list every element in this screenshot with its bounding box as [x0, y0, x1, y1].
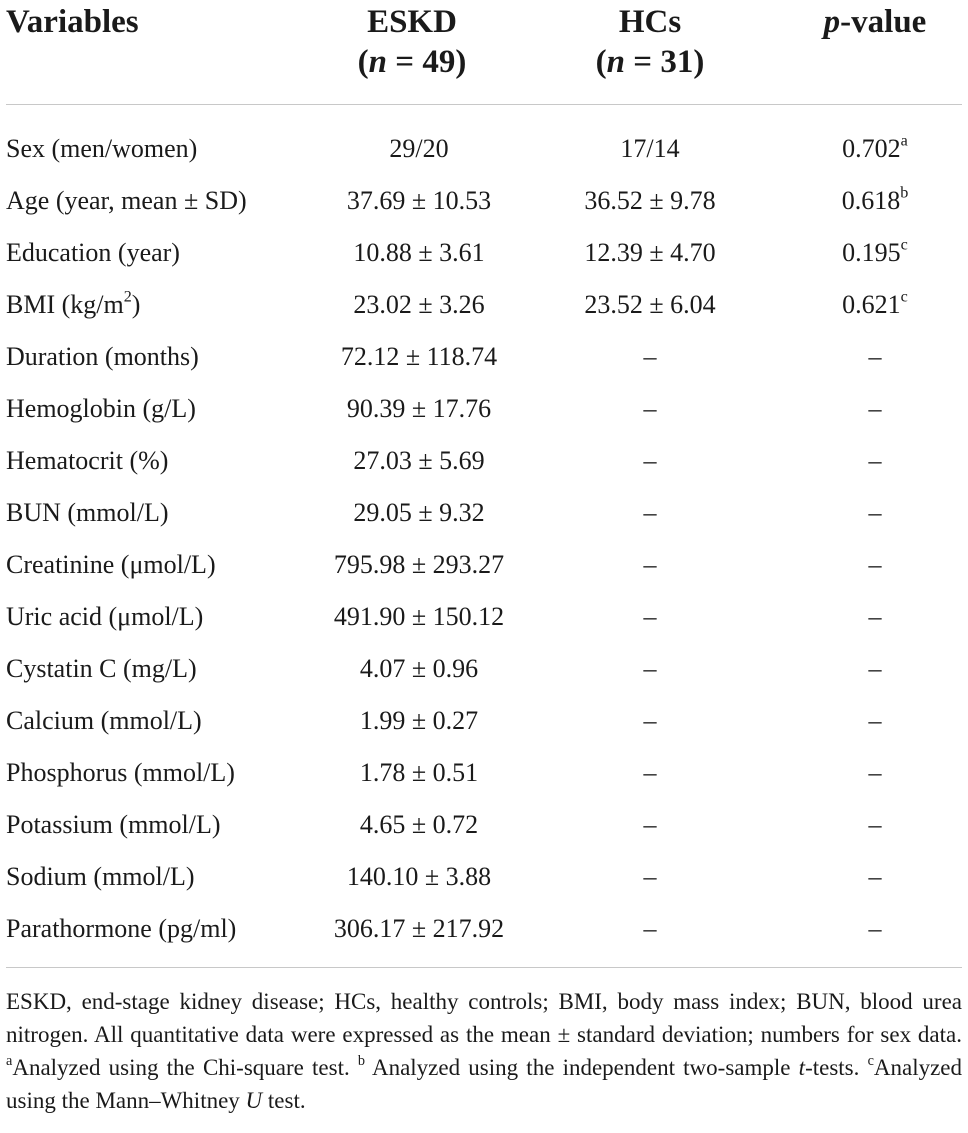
cell-hcs: 36.52 ± 9.78 [584, 186, 716, 215]
table-row [0, 851, 968, 903]
cell-p-value [780, 591, 968, 643]
cell-variable [6, 903, 236, 955]
footnote-c-text-pre: Analyzed using the Mann–Whitney [6, 1055, 963, 1113]
cell-p-value-text: – [868, 550, 882, 579]
cell-variable-text: BMI (kg/m [6, 290, 124, 319]
cell-p-value [780, 539, 968, 591]
cell-eskd: 795.98 ± 293.27 [333, 550, 505, 579]
cell-p-value [780, 695, 968, 747]
cell-variable [6, 435, 168, 487]
header-variables: Variables [6, 4, 139, 40]
cell-hcs: – [643, 498, 657, 527]
table-row [0, 747, 968, 799]
cell-variable [6, 799, 221, 851]
header-hcs-name: HCs [618, 4, 682, 40]
cell-eskd: 1.78 ± 0.51 [359, 758, 479, 787]
cell-p-value-text: – [868, 810, 882, 839]
cell-p-value [780, 903, 968, 955]
cell-eskd: 72.12 ± 118.74 [340, 342, 498, 371]
cell-variable [6, 591, 203, 643]
cell-eskd: 10.88 ± 3.61 [353, 238, 485, 267]
table-row [0, 643, 968, 695]
header-hcs [550, 2, 750, 82]
cell-p-value [780, 799, 968, 851]
cell-p-value [780, 435, 968, 487]
cell-p-value [780, 643, 968, 695]
cell-variable-tail: ) [131, 290, 141, 319]
cell-eskd: 1.99 ± 0.27 [359, 706, 479, 735]
cell-p-value-text: – [868, 862, 882, 891]
footnote-mark-b: b [357, 1053, 366, 1070]
table-row [0, 487, 968, 539]
cell-hcs: – [643, 602, 657, 631]
cell-eskd: 140.10 ± 3.88 [346, 862, 492, 891]
table-row [0, 175, 968, 227]
cell-variable [6, 747, 235, 799]
cell-hcs: – [643, 914, 657, 943]
cell-p-value-text: – [868, 654, 882, 683]
cell-variable-text: Cystatin C (mg/L) [6, 654, 197, 683]
cell-eskd: 29/20 [389, 134, 449, 163]
cell-hcs: 12.39 ± 4.70 [584, 238, 716, 267]
cell-variable-text: Potassium (mmol/L) [6, 810, 221, 839]
cell-p-value-text: – [868, 914, 882, 943]
footer-divider [6, 967, 962, 968]
cell-p-value [780, 331, 968, 383]
cell-eskd: 491.90 ± 150.12 [333, 602, 505, 631]
cell-hcs: – [643, 342, 657, 371]
footnote-abbreviations: ESKD, end-stage kidney disease; HCs, healthy controls; BMI, body mass index; BUN, blood urea nitrogen. All quantitative data were expressed as the mean ± standard deviation; numbers for sex data. [6, 989, 962, 1047]
cell-variable [6, 123, 197, 175]
cell-hcs: 23.52 ± 6.04 [584, 290, 716, 319]
table-row [0, 435, 968, 487]
cell-p-value [780, 851, 968, 903]
table-row [0, 383, 968, 435]
table-row [0, 279, 968, 331]
cell-variable [6, 175, 247, 227]
header-divider [6, 104, 962, 105]
table-row [0, 331, 968, 383]
cell-variable-sup: 2 [123, 288, 132, 306]
cell-hcs: 17/14 [620, 134, 680, 163]
cell-variable-text: Age (year, mean ± SD) [6, 186, 247, 215]
footnote-mark-a: a [6, 1053, 13, 1070]
table-row [0, 227, 968, 279]
cell-p-value-text: 0.618 [841, 186, 901, 215]
header-p-value: p-value [823, 4, 927, 40]
header-hcs-n: (n = 31) [595, 44, 705, 80]
cell-eskd: 23.02 ± 3.26 [353, 290, 485, 319]
header-eskd-name: ESKD [367, 4, 457, 40]
cell-variable [6, 227, 180, 279]
cell-variable-text: Hemoglobin (g/L) [6, 394, 196, 423]
cell-variable [6, 695, 202, 747]
cell-p-value-note: c [900, 236, 908, 254]
header-eskd-n: (n = 49) [357, 44, 467, 80]
cell-hcs: – [643, 758, 657, 787]
cell-p-value-text: 0.195 [842, 238, 901, 267]
footnote-c-text-post: test. [267, 1088, 306, 1113]
cell-p-value [780, 123, 968, 175]
cell-p-value-text: – [868, 498, 882, 527]
cell-p-value-text: – [868, 446, 882, 475]
cell-variable [6, 643, 197, 695]
cell-p-value [780, 279, 968, 331]
table-footnote [6, 985, 962, 1117]
footnote-b-text-post: -tests. [805, 1055, 860, 1080]
cell-hcs: – [643, 862, 657, 891]
cell-eskd: 4.65 ± 0.72 [359, 810, 479, 839]
cell-p-value-text: – [868, 758, 882, 787]
cell-variable [6, 383, 196, 435]
table-row [0, 903, 968, 955]
cell-variable-text: Sex (men/women) [6, 134, 198, 163]
table-header [0, 0, 968, 100]
cell-variable-text: Uric acid (μmol/L) [6, 602, 204, 631]
table-row [0, 539, 968, 591]
cell-variable-text: Hematocrit (%) [6, 446, 169, 475]
cell-p-value [780, 175, 968, 227]
table-row [0, 799, 968, 851]
cell-p-value [780, 383, 968, 435]
cell-variable [6, 539, 216, 591]
cell-variable-text: Calcium (mmol/L) [6, 706, 202, 735]
cell-hcs: – [643, 550, 657, 579]
cell-variable-text: BUN (mmol/L) [6, 498, 169, 527]
footnote-c-italic: U [245, 1088, 263, 1113]
cell-eskd: 37.69 ± 10.53 [346, 186, 492, 215]
cell-variable [6, 279, 140, 331]
cell-p-value [780, 487, 968, 539]
cell-p-value-text: – [868, 394, 882, 423]
cell-hcs: – [643, 706, 657, 735]
cell-p-value-text: 0.621 [842, 290, 901, 319]
header-eskd [312, 2, 512, 82]
table-row [0, 591, 968, 643]
table-row [0, 695, 968, 747]
cell-variable-text: Sodium (mmol/L) [6, 862, 195, 891]
table-body [0, 123, 968, 955]
cell-p-value-note: c [900, 288, 908, 306]
cell-p-value-text: – [868, 706, 882, 735]
cell-eskd: 4.07 ± 0.96 [359, 654, 479, 683]
cell-hcs: – [643, 446, 657, 475]
footnote-a-text: Analyzed using the Chi-square test. [12, 1055, 350, 1080]
footnote-b-italic: t [798, 1055, 806, 1080]
footnote-mark-c: c [867, 1053, 874, 1070]
cell-variable-text: Education (year) [6, 238, 180, 267]
cell-variable-text: Creatinine (μmol/L) [6, 550, 216, 579]
table-row [0, 123, 968, 175]
cell-p-value-text: – [868, 602, 882, 631]
cell-variable [6, 851, 195, 903]
cell-variable-text: Parathormone (pg/ml) [6, 914, 237, 943]
cell-variable [6, 487, 169, 539]
cell-p-value-note: b [900, 184, 909, 202]
footnote-b-text-pre: Analyzed using the independent two-sample [371, 1055, 791, 1080]
cell-variable [6, 331, 199, 383]
cell-hcs: – [643, 810, 657, 839]
cell-eskd: 306.17 ± 217.92 [333, 914, 505, 943]
cell-hcs: – [643, 394, 657, 423]
cell-eskd: 90.39 ± 17.76 [346, 394, 492, 423]
cell-p-value-text: – [868, 342, 882, 371]
cell-variable-text: Phosphorus (mmol/L) [6, 758, 235, 787]
cell-variable-text: Duration (months) [6, 342, 199, 371]
cell-p-value [780, 227, 968, 279]
cell-hcs: – [643, 654, 657, 683]
cell-eskd: 29.05 ± 9.32 [353, 498, 485, 527]
cell-eskd: 27.03 ± 5.69 [353, 446, 485, 475]
cell-p-value [780, 747, 968, 799]
cell-p-value-note: a [900, 132, 908, 150]
cell-p-value-text: 0.702 [842, 134, 901, 163]
